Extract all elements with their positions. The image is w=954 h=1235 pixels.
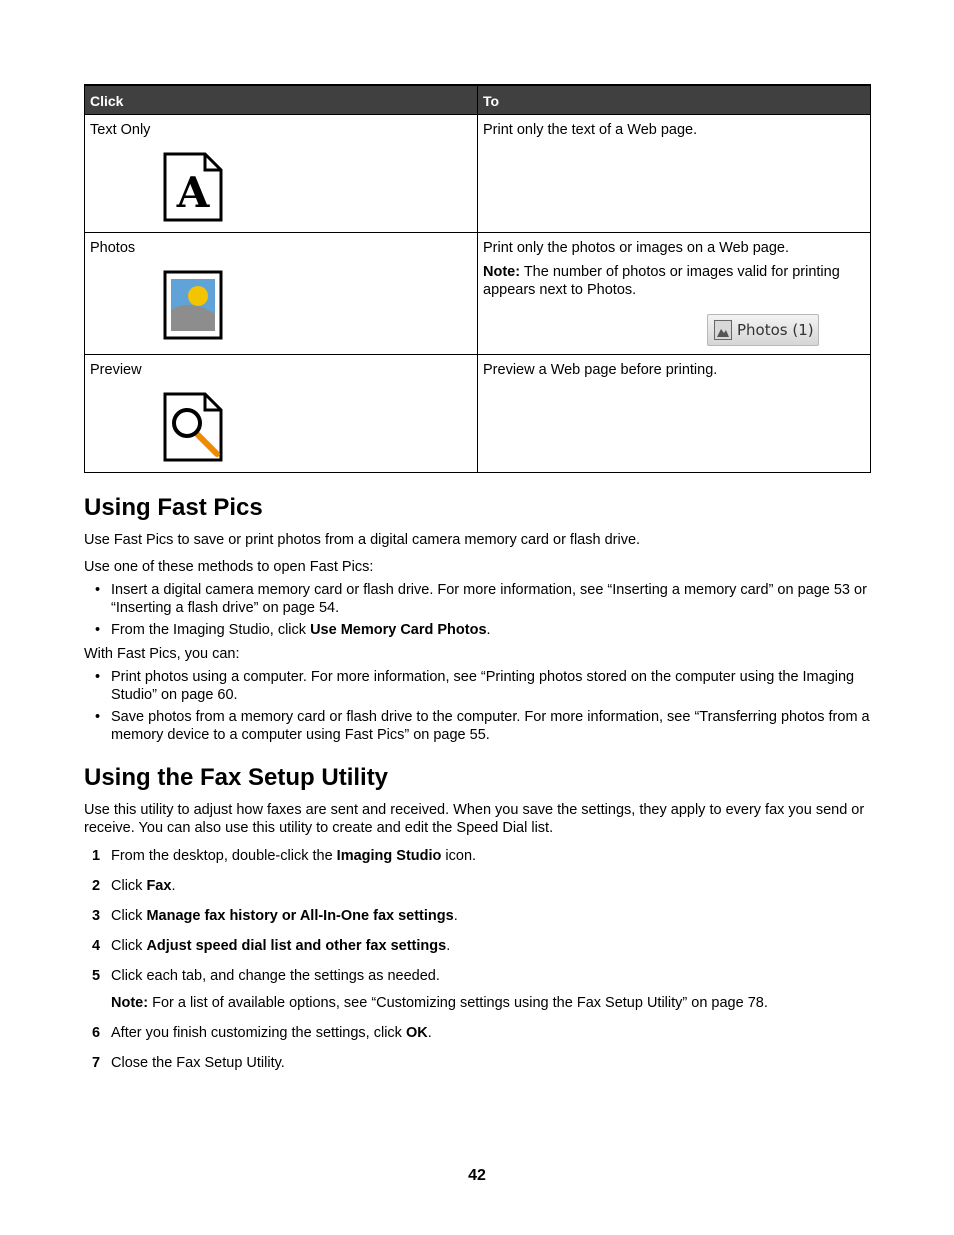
header-click: Click: [85, 85, 478, 115]
row-description: Print only the photos or images on a Web page.: [483, 240, 790, 256]
step-text: .: [427, 1025, 432, 1041]
table-cell: [85, 233, 478, 355]
table-cell: [478, 115, 871, 233]
step-item: [84, 1024, 871, 1042]
step-item: [84, 937, 871, 955]
step-bold: Imaging Studio: [336, 848, 442, 864]
page-number: 42: [468, 1167, 486, 1184]
step-number: 7: [92, 1055, 101, 1071]
step-number: 1: [92, 848, 101, 864]
row-description: Preview a Web page before printing.: [483, 362, 718, 378]
list-item: • Save photos from a memory card or flash drive to the computer. For more information, see “Transferring photos from a memory device to a computer using Fast Pics” on page 55.: [84, 708, 871, 744]
step-item: [84, 877, 871, 895]
step-text: Click: [111, 938, 147, 954]
step-text: From the desktop, double-click the: [111, 848, 337, 864]
step-text: Click each tab, and change the settings as needed.: [111, 968, 440, 984]
photos-count-button[interactable]: [707, 314, 819, 346]
paragraph: Use this utility to adjust how faxes are sent and received. When you save the settings, they apply to every fax you send or receive. You can also use this utility to create and edit the Speed Dial list.: [84, 802, 865, 836]
table-cell: [478, 355, 871, 473]
list-item: [84, 621, 871, 639]
step-item: [84, 847, 871, 865]
step-text: After you finish customizing the settings, click: [111, 1025, 406, 1041]
step-text: icon.: [441, 848, 477, 864]
step-bold: OK: [405, 1025, 428, 1041]
capabilities-list: [84, 668, 871, 744]
paragraph: With Fast Pics, you can:: [84, 646, 240, 662]
row-description: Print only the text of a Web page.: [483, 122, 698, 138]
table-row: [85, 115, 871, 233]
page-content: [84, 84, 871, 1084]
row-label: Text Only: [90, 122, 151, 138]
step-number: 6: [92, 1025, 101, 1041]
row-label: Photos: [90, 240, 136, 256]
step-text: Close the Fax Setup Utility.: [111, 1055, 285, 1071]
table-cell: [85, 355, 478, 473]
note: [483, 263, 865, 299]
note-label: Note:: [483, 264, 521, 280]
table-row: [85, 233, 871, 355]
list-item: • Print photos using a computer. For more information, see “Printing photos stored on the computer using the Imaging Studio” on page 60.: [84, 668, 871, 704]
methods-list: [84, 581, 871, 639]
list-item: • Insert a digital camera memory card or flash drive. For more information, see “Inserting a memory card” on page 53 or “Inserting a flash drive” on page 54.: [84, 581, 871, 617]
step-text: .: [446, 938, 451, 954]
step-text: .: [171, 878, 176, 894]
note-text: The number of photos or images valid for printing appears next to Photos.: [483, 264, 840, 298]
list-item-bold: Use Memory Card Photos: [310, 622, 487, 638]
table-cell: [478, 233, 871, 355]
steps-list: [84, 847, 871, 1072]
step-item: [84, 1054, 871, 1072]
step-bold: Adjust speed dial list and other fax settings: [146, 938, 447, 954]
section-heading-fax-setup: Using the Fax Setup Utility: [84, 764, 389, 791]
photos-count-label: Photos (1): [737, 321, 814, 339]
header-to: To: [478, 85, 871, 115]
step-number: 2: [92, 878, 101, 894]
table-header-row: [85, 85, 871, 115]
svg-text:A: A: [176, 168, 210, 217]
row-label: Preview: [90, 362, 142, 378]
step-bold: Fax: [146, 878, 172, 894]
paragraph: Use one of these methods to open Fast Pics:: [84, 559, 374, 575]
preview-icon: [163, 392, 227, 464]
table-cell: [85, 115, 478, 233]
step-number: 5: [92, 968, 101, 984]
step-note: [111, 994, 871, 1012]
text-only-icon: [163, 152, 227, 224]
paragraph: Use Fast Pics to save or print photos from a digital camera memory card or flash drive.: [84, 532, 641, 548]
photo-thumbnail-icon: [714, 320, 732, 340]
step-text: Click: [111, 908, 147, 924]
step-item: [84, 907, 871, 925]
click-to-table: [84, 84, 871, 473]
step-text: Click: [111, 878, 147, 894]
note-text: For a list of available options, see “Customizing settings using the Fax Setup Utility” on page 78.: [148, 995, 768, 1011]
photos-icon: [163, 270, 227, 342]
table-row: [85, 355, 871, 473]
step-bold: Manage fax history or All-In-One fax settings: [146, 908, 454, 924]
step-number: 3: [92, 908, 101, 924]
list-item-text: From the Imaging Studio, click: [111, 622, 311, 638]
step-text: .: [453, 908, 458, 924]
note-label: Note:: [111, 995, 149, 1011]
list-item-text: .: [486, 622, 491, 638]
step-number: 4: [92, 938, 101, 954]
step-item: [84, 967, 871, 1012]
section-heading-fast-pics: Using Fast Pics: [84, 494, 263, 521]
